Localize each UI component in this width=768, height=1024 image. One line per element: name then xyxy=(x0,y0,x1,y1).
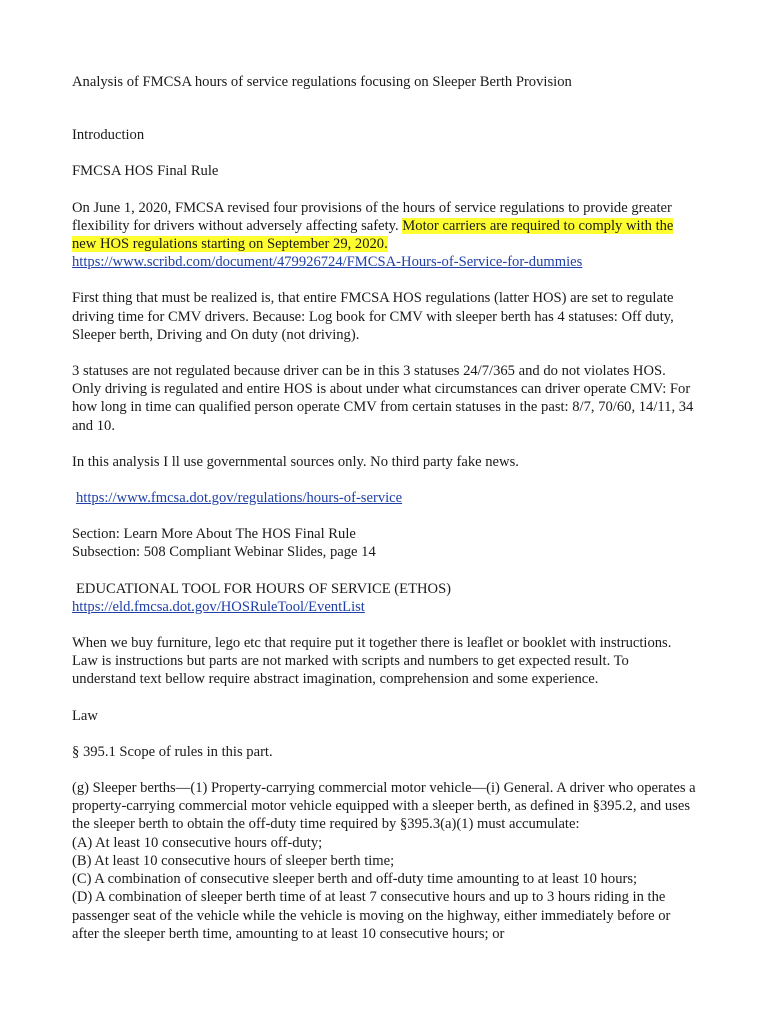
paragraph-instructions: When we buy furniture, lego etc that require put it together there is leaflet or booklet with instructions. Law is instructions but parts are not marked with scripts and numbers to get expected result. To understand text bellow require abstract imagination, comprehension and some experience. xyxy=(72,635,672,688)
paragraph-final-rule xyxy=(72,199,696,272)
law-heading: Law xyxy=(72,707,98,724)
paragraph-sources: In this analysis I ll use governmental sources only. No third party fake news. xyxy=(72,453,519,470)
list-item-a: (A) At least 10 consecutive hours off-duty; xyxy=(72,834,323,851)
paragraph-statuses: 3 statuses are not regulated because driver can be in this 3 statuses 24/7/365 and do not violates HOS. Only driving is regulated and entire HOS is about under what circumstances can driver operate CMV: For how long in time can qualified person operate CMV from certain statuses in the past: 8/7, 70/60, 14/11, 34 and 10. xyxy=(72,363,694,434)
ethos-block xyxy=(72,580,696,616)
list-item-b: (B) At least 10 consecutive hours of sleeper berth time; xyxy=(72,852,395,869)
final-rule-heading: FMCSA HOS Final Rule xyxy=(72,163,219,180)
document-title: Analysis of FMCSA hours of service regulations focusing on Sleeper Berth Provision xyxy=(72,74,572,90)
list-item-c: (C) A combination of consecutive sleeper berth and off-duty time amounting to at least 10 hours; xyxy=(72,871,638,888)
highlighted-compliance-date: Motor carriers are required to comply with the new HOS regulations starting on September 29, 2020. xyxy=(72,217,674,253)
paragraph-log-book: First thing that must be realized is, that entire FMCSA HOS regulations (latter HOS) are set to regulate driving time for CMV drivers. Because: Log book for CMV with sleeper berth has 4 statuses: Off duty, Sleeper berth, Driving and On duty (not driving). xyxy=(72,290,674,343)
sleeper-berth-text: (g) Sleeper berths—(1) Property-carrying commercial motor vehicle—(i) General. A driver who operates a property-carrying commercial motor vehicle equipped with a sleeper berth, as defined in §395.2, and uses the sleeper berth to obtain the off-duty time required by §395.3(a)(1) must accumulate: xyxy=(72,780,696,833)
paragraph-final-rule-plain: On June 1, 2020, FMCSA revised four provisions of the hours of service regulations to provide greater flexibility for drivers without adversely affecting safety. xyxy=(72,199,672,234)
subsection-line: Subsection: 508 Compliant Webinar Slides, page 14 xyxy=(72,544,376,561)
scope-heading: § 395.1 Scope of rules in this part. xyxy=(72,743,273,760)
ethos-link[interactable]: https://eld.fmcsa.dot.gov/HOSRuleTool/EventList xyxy=(72,598,365,615)
fmcsa-hos-link[interactable]: https://www.fmcsa.dot.gov/regulations/hours-of-service xyxy=(76,490,403,507)
list-item-d: (D) A combination of sleeper berth time of at least 7 consecutive hours and up to 3 hours riding in the passenger seat of the vehicle while the vehicle is moving on the highway, either immediately before or after the sleeper berth time, amounting to at least 10 consecutive hours; or xyxy=(72,889,671,942)
sleeper-berth-section xyxy=(72,779,696,943)
section-line: Section: Learn More About The HOS Final Rule xyxy=(72,526,356,543)
paragraph-final-rule-text xyxy=(72,199,696,254)
introduction-heading: Introduction xyxy=(72,127,145,144)
ethos-heading: EDUCATIONAL TOOL FOR HOURS OF SERVICE (ETHOS) xyxy=(76,580,452,597)
scribd-link[interactable]: https://www.scribd.com/document/479926724/FMCSA-Hours-of-Service-for-dummies xyxy=(72,254,583,271)
section-reference xyxy=(72,525,696,561)
